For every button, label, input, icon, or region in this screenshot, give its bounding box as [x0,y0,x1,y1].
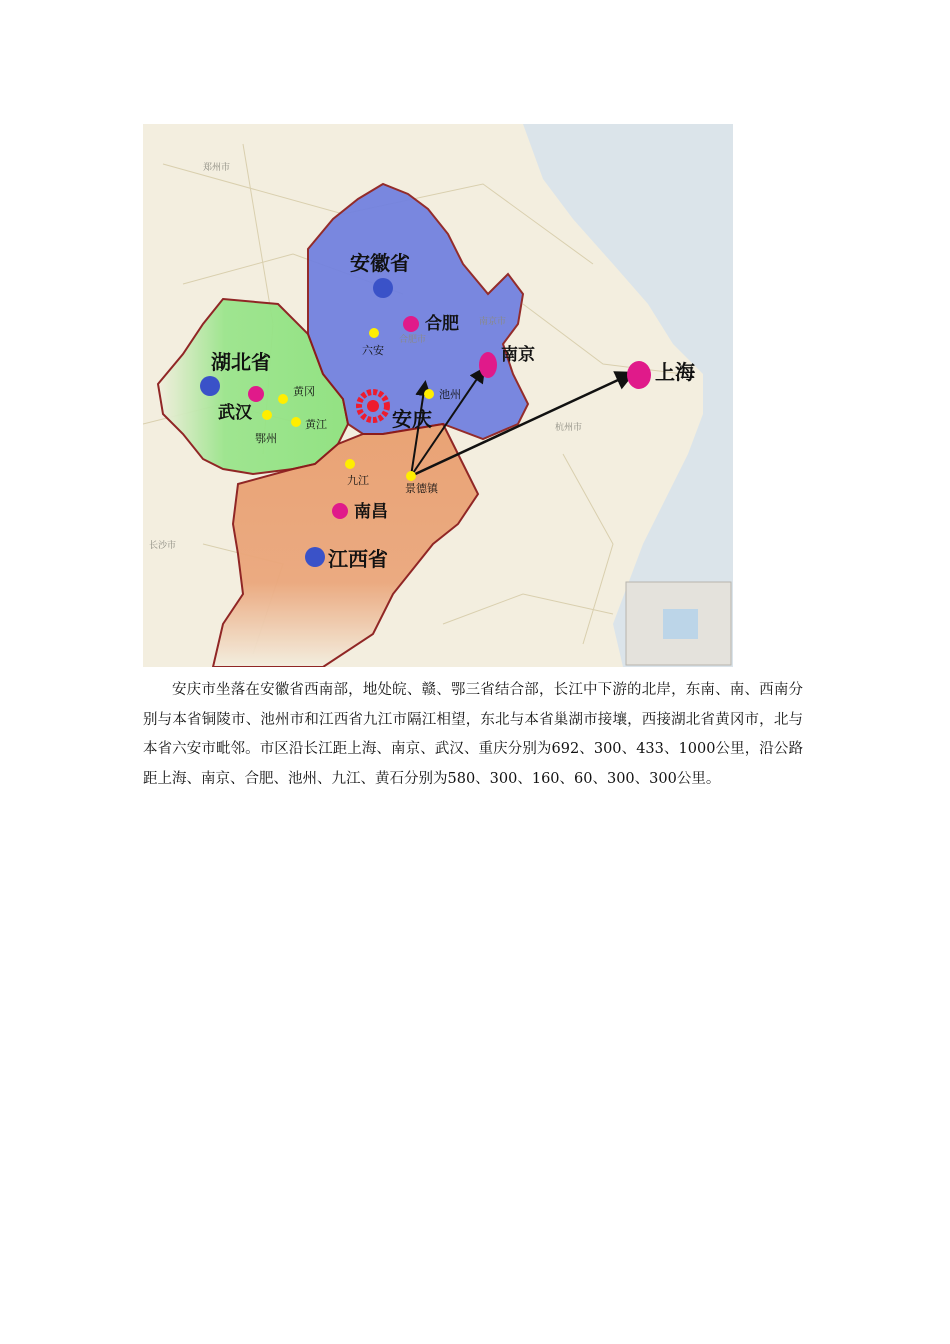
city-marker-huangjiang [291,417,301,427]
city-label-shanghai: 上海 [655,360,695,384]
city-marker-jingdezhen [406,471,416,481]
province-marker-hubei [200,376,220,396]
city-label-luan: 六安 [362,344,384,357]
city-marker-jiujiang [345,459,355,469]
bg-label-hangzhou: 杭州市 [555,423,583,433]
city-label-wuhan: 武汉 [218,403,252,423]
province-marker-jiangxi [305,547,325,567]
city-marker-huanggang [278,394,288,404]
city-marker-hefei [403,316,419,332]
map-canvas [143,124,733,667]
city-marker-nanchang [332,503,348,519]
city-marker-wuhan [248,386,264,402]
city-label-jiujiang: 九江 [347,474,369,487]
city-label-huangjiang: 黄江 [305,418,327,431]
city-label-hefei: 合肥 [425,314,459,334]
bg-label-zhengzhou: 郑州市 [203,163,231,173]
city-label-nanchang: 南昌 [354,502,388,522]
inset-map [626,582,731,665]
province-label-anhui: 安徽省 [350,251,410,275]
city-marker-nanjing [479,352,497,378]
location-map [143,124,733,667]
city-label-ezhou: 鄂州 [255,432,277,445]
map-caption: 安庆市坐落在安徽省西南部，地处皖、赣、鄂三省结合部，长江中下游的北岸，东南、南、西南分别与本省铜陵市、池州市和江西省九江市隔江相望，东北与本省巢湖市接壤，西接湖北省黄冈市，北与本省六安市毗邻。市区沿长江距上海、南京、武汉、重庆分别为692、300、433、1000公里，沿公路距上海、南京、合肥、池州、九江、黄石分别为580、300、160、60、300、300公里。 [143,682,803,787]
city-marker-chizhou [424,389,434,399]
province-label-hubei: 湖北省 [211,350,271,374]
province-label-jiangxi: 江西省 [328,547,388,571]
city-marker-shanghai [627,361,651,389]
province-marker-anhui [373,278,393,298]
city-label-jingdezhen: 景德镇 [405,482,438,495]
city-label-chizhou: 池州 [439,388,461,401]
bg-label-nanjing: 南京市 [479,317,507,327]
city-marker-luan [369,328,379,338]
bg-label-changsha: 长沙市 [149,541,177,551]
city-label-nanjing: 南京 [501,345,535,365]
city-marker-ezhou-1 [262,410,272,420]
city-label-anqing: 安庆 [392,407,432,431]
city-label-huanggang: 黄冈 [293,385,315,398]
bg-label-hefei: 合肥市 [399,335,427,345]
